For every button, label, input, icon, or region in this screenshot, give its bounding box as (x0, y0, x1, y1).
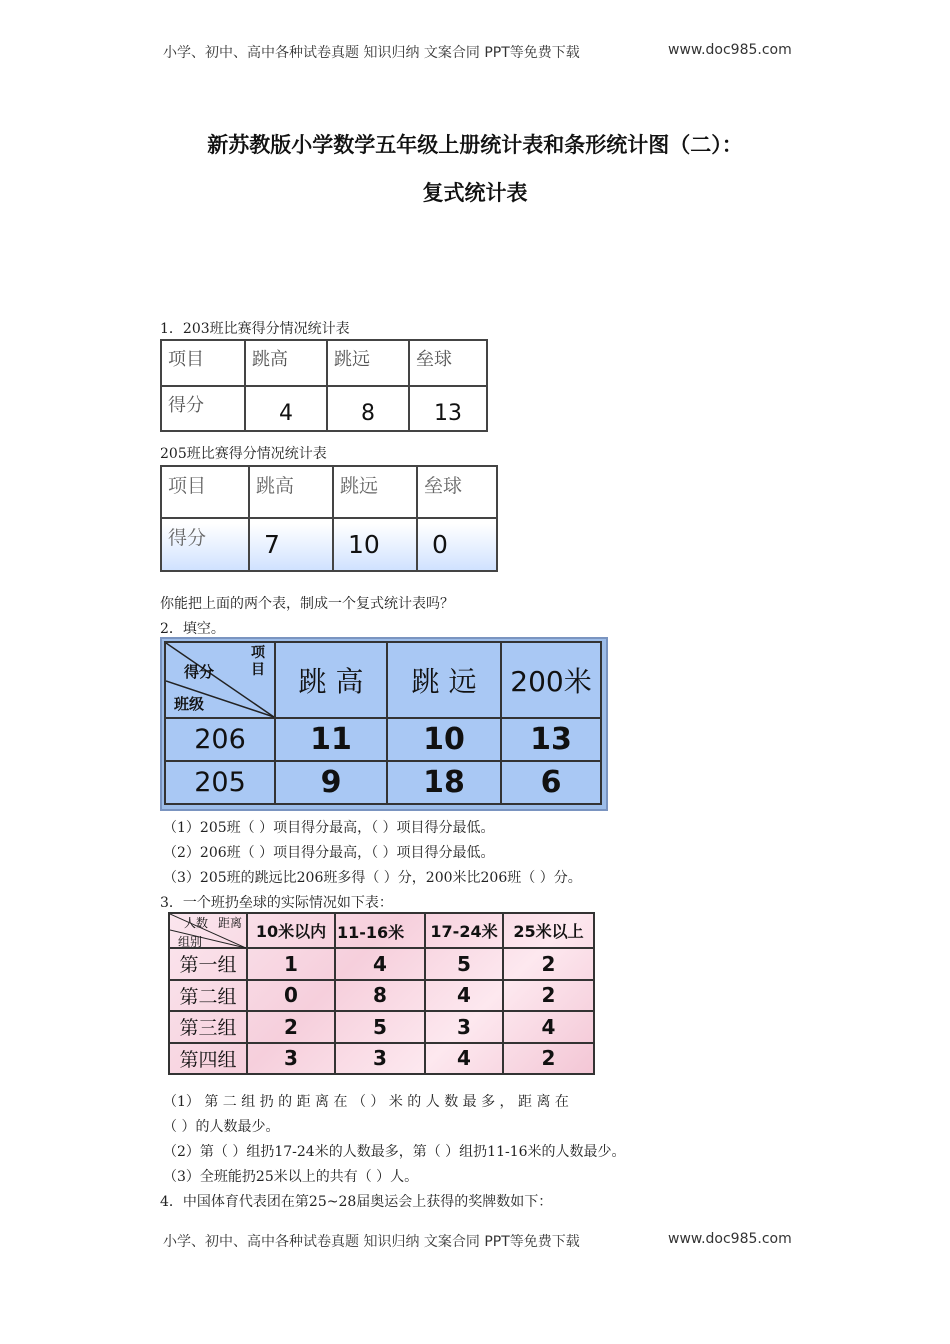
t1-value: 8 (327, 386, 409, 431)
t4-value: 3 (425, 1011, 503, 1043)
t3-value: 18 (387, 761, 501, 804)
t4-value: 5 (425, 948, 503, 980)
t3-value: 13 (501, 718, 601, 761)
t4-value: 2 (503, 980, 594, 1012)
t3-corner-top: 项目 (251, 645, 265, 678)
t3-corner-bottom: 班级 (174, 695, 205, 713)
t3-class: 206 (165, 718, 275, 761)
t2-header: 垒球 (417, 466, 497, 518)
t3-value: 6 (501, 761, 601, 804)
t4-header: 11-16米 (335, 913, 425, 948)
t2-value: 7 (249, 518, 333, 571)
t4-group: 第三组 (169, 1011, 247, 1043)
t3-header: 跳 远 (387, 642, 501, 718)
t1-header: 垒球 (409, 340, 487, 386)
t1-value: 4 (245, 386, 327, 431)
t4-value: 0 (247, 980, 335, 1012)
t4-value: 2 (247, 1011, 335, 1043)
q1-caption-203: 1．203班比赛得分情况统计表 (160, 321, 350, 337)
table-score-compare (164, 641, 602, 805)
t4-header: 10米以内 (247, 913, 335, 948)
t3-value: 9 (275, 761, 387, 804)
footer-url[interactable]: www.doc985.com (668, 1231, 792, 1247)
t4-value: 4 (425, 1043, 503, 1075)
q2-line-1: （1）205班（ ）项目得分最高，（ ）项目得分最低。 (163, 820, 495, 836)
t4-value: 2 (503, 1043, 594, 1075)
t3-corner-mid: 得分 (184, 663, 215, 681)
t1-header: 跳远 (327, 340, 409, 386)
t4-value: 1 (247, 948, 335, 980)
page-title-line1: 新苏教版小学数学五年级上册统计表和条形统计图（二）： (207, 133, 743, 157)
page-title-line2: 复式统计表 (422, 181, 528, 205)
t3-value: 11 (275, 718, 387, 761)
t4-corner-a: 人数 (184, 916, 209, 930)
t2-header: 项目 (161, 466, 249, 518)
t4-value: 5 (335, 1011, 425, 1043)
t4-value: 2 (503, 948, 594, 980)
t4-value: 4 (425, 980, 503, 1012)
q2-line-3: （3）205班的跳远比206班多得（ ）分，200米比206班（ ）分。 (163, 870, 582, 886)
table-203-scores (160, 339, 488, 432)
header-url[interactable]: www.doc985.com (668, 42, 792, 58)
t2-value: 0 (417, 518, 497, 571)
q1-question: 你能把上面的两个表，制成一个复式统计表吗？ (160, 596, 454, 612)
t2-header: 跳高 (249, 466, 333, 518)
table-score-compare-frame (160, 637, 608, 811)
t4-corner-c: 组别 (178, 935, 203, 949)
q3-line-3: （3）全班能扔25米以上的共有（ ）人。 (163, 1169, 419, 1185)
t3-corner-cell (165, 642, 275, 718)
t3-class: 205 (165, 761, 275, 804)
t4-value: 3 (247, 1043, 335, 1075)
t4-header: 17-24米 (425, 913, 503, 948)
footer-text: 小学、初中、高中各种试卷真题 知识归纳 文案合同 PPT等免费下载 (163, 1234, 580, 1250)
t2-header: 跳远 (333, 466, 417, 518)
t4-value: 4 (335, 948, 425, 980)
q3-line-2: （2）第（ ）组扔17-24米的人数最多，第（ ）组扔11-16米的人数最少。 (163, 1144, 626, 1160)
q3-line-1a: （1） 第 二 组 扔 的 距 离 在 （ ） 米 的 人 数 最 多 ， 距 离 在 (163, 1094, 569, 1110)
t4-value: 8 (335, 980, 425, 1012)
t4-value: 3 (335, 1043, 425, 1075)
t4-header: 25米以上 (503, 913, 594, 948)
t4-group: 第一组 (169, 948, 247, 980)
t1-row-label: 得分 (161, 386, 245, 431)
q4-caption: 4．中国体育代表团在第25~28届奥运会上获得的奖牌数如下： (160, 1194, 553, 1210)
t3-header: 200米 (501, 642, 601, 718)
table-205-scores (160, 465, 498, 572)
q3-caption: 3．一个班扔垒球的实际情况如下表： (160, 895, 393, 911)
t4-corner-b: 距离 (218, 916, 243, 930)
t4-group: 第四组 (169, 1043, 247, 1075)
t1-header: 项目 (161, 340, 245, 386)
t2-row-label: 得分 (161, 518, 249, 571)
t4-group: 第二组 (169, 980, 247, 1012)
q1-caption-205: 205班比赛得分情况统计表 (160, 446, 327, 462)
t3-value: 10 (387, 718, 501, 761)
table-throw-distance (168, 912, 595, 1075)
header-text: 小学、初中、高中各种试卷真题 知识归纳 文案合同 PPT等免费下载 (163, 45, 580, 61)
t4-corner-cell (169, 913, 247, 948)
q3-line-1b: （ ）的人数最少。 (163, 1119, 280, 1135)
t3-header: 跳 高 (275, 642, 387, 718)
t1-header: 跳高 (245, 340, 327, 386)
q2-line-2: （2）206班（ ）项目得分最高，（ ）项目得分最低。 (163, 845, 495, 861)
t2-value: 10 (333, 518, 417, 571)
q2-caption: 2．填空。 (160, 621, 225, 637)
t4-value: 4 (503, 1011, 594, 1043)
t1-value: 13 (409, 386, 487, 431)
